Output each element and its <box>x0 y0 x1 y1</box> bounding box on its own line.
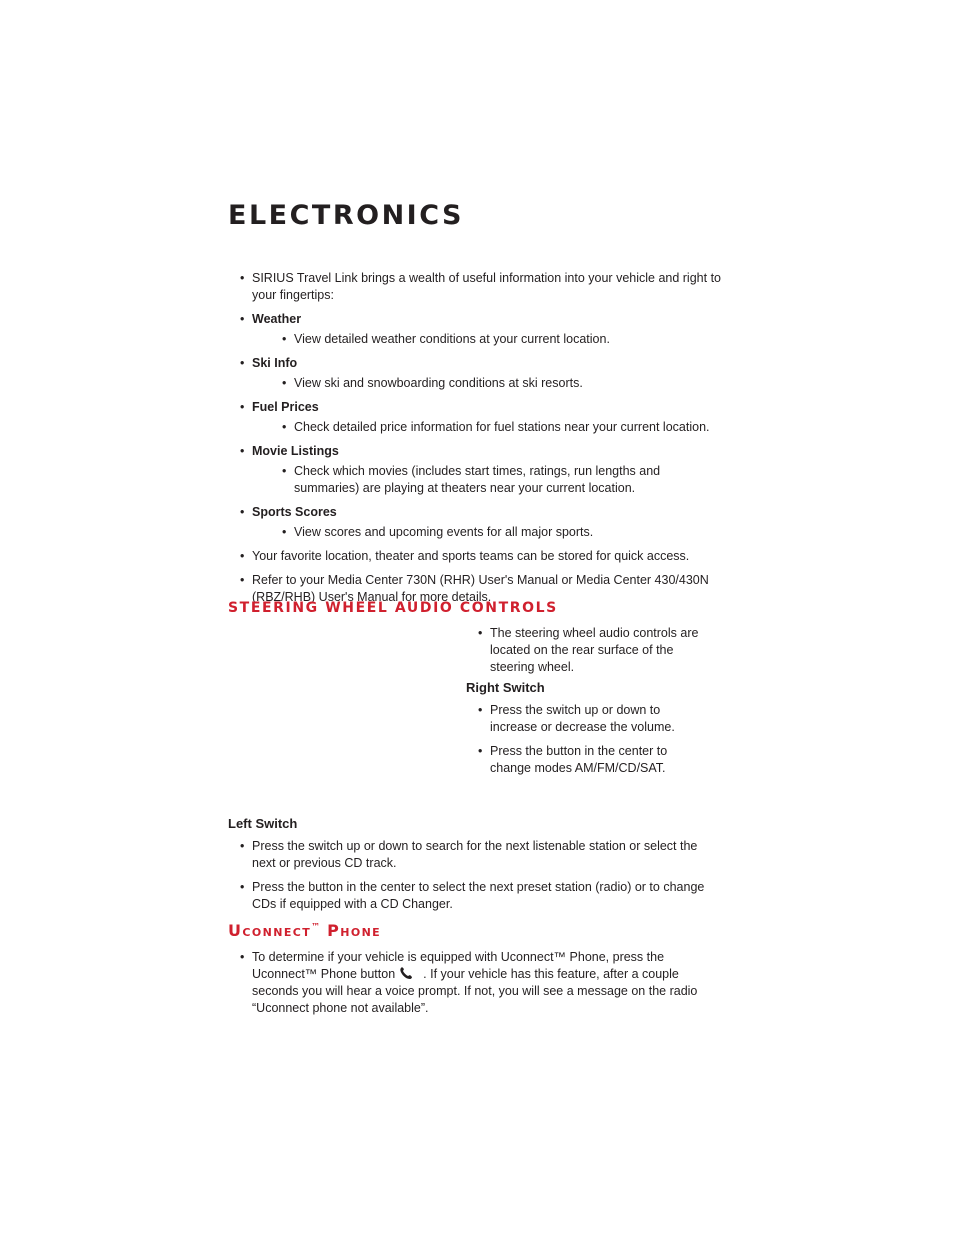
list-item: • Press the switch up or down to increase or decrease the volume. <box>468 702 698 736</box>
uconnect-heading-main: Uconnect <box>228 921 312 940</box>
right-switch-title: Right Switch <box>466 680 545 695</box>
list-item: • Press the button in the center to select the next preset station (radio) or to change CDs if equipped with a CD Changer. <box>230 879 715 913</box>
list-item <box>230 949 710 1017</box>
uconnect-list <box>230 949 710 1024</box>
list-item: • Check detailed price information for fuel stations near your current location. <box>272 419 722 436</box>
category-title: Fuel Prices <box>252 400 319 414</box>
steering-intro-list <box>468 625 718 683</box>
category-title: Ski Info <box>252 356 298 370</box>
list-item: • Check which movies (includes start times, ratings, run lengths and summaries) are playing at theaters near your current location. <box>272 463 722 497</box>
category-weather <box>230 311 722 348</box>
category-fuel-prices <box>230 399 722 436</box>
list-item: • View ski and snowboarding conditions at ski resorts. <box>272 375 722 392</box>
steering-heading: STEERING WHEEL AUDIO CONTROLS <box>228 600 558 616</box>
left-switch-list <box>230 838 715 920</box>
uconnect-text-after: . If your vehicle has this feature, after a couple seconds you will hear a voice prompt. If not, you will see a message on the radio “Uconnect phone not available”. <box>252 967 698 1015</box>
category-title: Sports Scores <box>252 505 337 519</box>
category-movie-listings <box>230 443 722 497</box>
category-title: Movie Listings <box>252 444 339 458</box>
uconnect-text-before: To determine if your vehicle is equipped with Uconnect™ Phone, press the Uconnect™ Phone button <box>252 950 665 981</box>
travel-link-list <box>230 270 722 613</box>
trademark-mark: ™ <box>311 922 321 933</box>
page-title: ELECTRONICS <box>228 200 464 231</box>
uconnect-heading <box>228 921 381 940</box>
list-item: • SIRIUS Travel Link brings a wealth of useful information into your vehicle and right to your fingertips: <box>230 270 722 304</box>
right-switch-list <box>468 702 698 784</box>
list-item: • The steering wheel audio controls are located on the rear surface of the steering wheel. <box>468 625 718 676</box>
list-item: • Your favorite location, theater and sports teams can be stored for quick access. <box>230 548 722 565</box>
category-title: Weather <box>252 312 302 326</box>
list-item: • Press the button in the center to change modes AM/FM/CD/SAT. <box>468 743 698 777</box>
list-item: • View scores and upcoming events for all major sports. <box>272 524 722 541</box>
left-switch-title: Left Switch <box>228 816 298 831</box>
uconnect-heading-end: Phone <box>320 921 382 940</box>
list-item: • Refer to your Media Center 730N (RHR) User's Manual or Media Center 430/430N (RBZ/RHB) User's Manual for more details. <box>230 572 722 606</box>
category-sports-scores <box>230 504 722 541</box>
list-item: • Press the switch up or down to search for the next listenable station or select the next or previous CD track. <box>230 838 715 872</box>
list-item: • View detailed weather conditions at your current location. <box>272 331 722 348</box>
phone-icon <box>398 966 420 980</box>
category-ski-info <box>230 355 722 392</box>
